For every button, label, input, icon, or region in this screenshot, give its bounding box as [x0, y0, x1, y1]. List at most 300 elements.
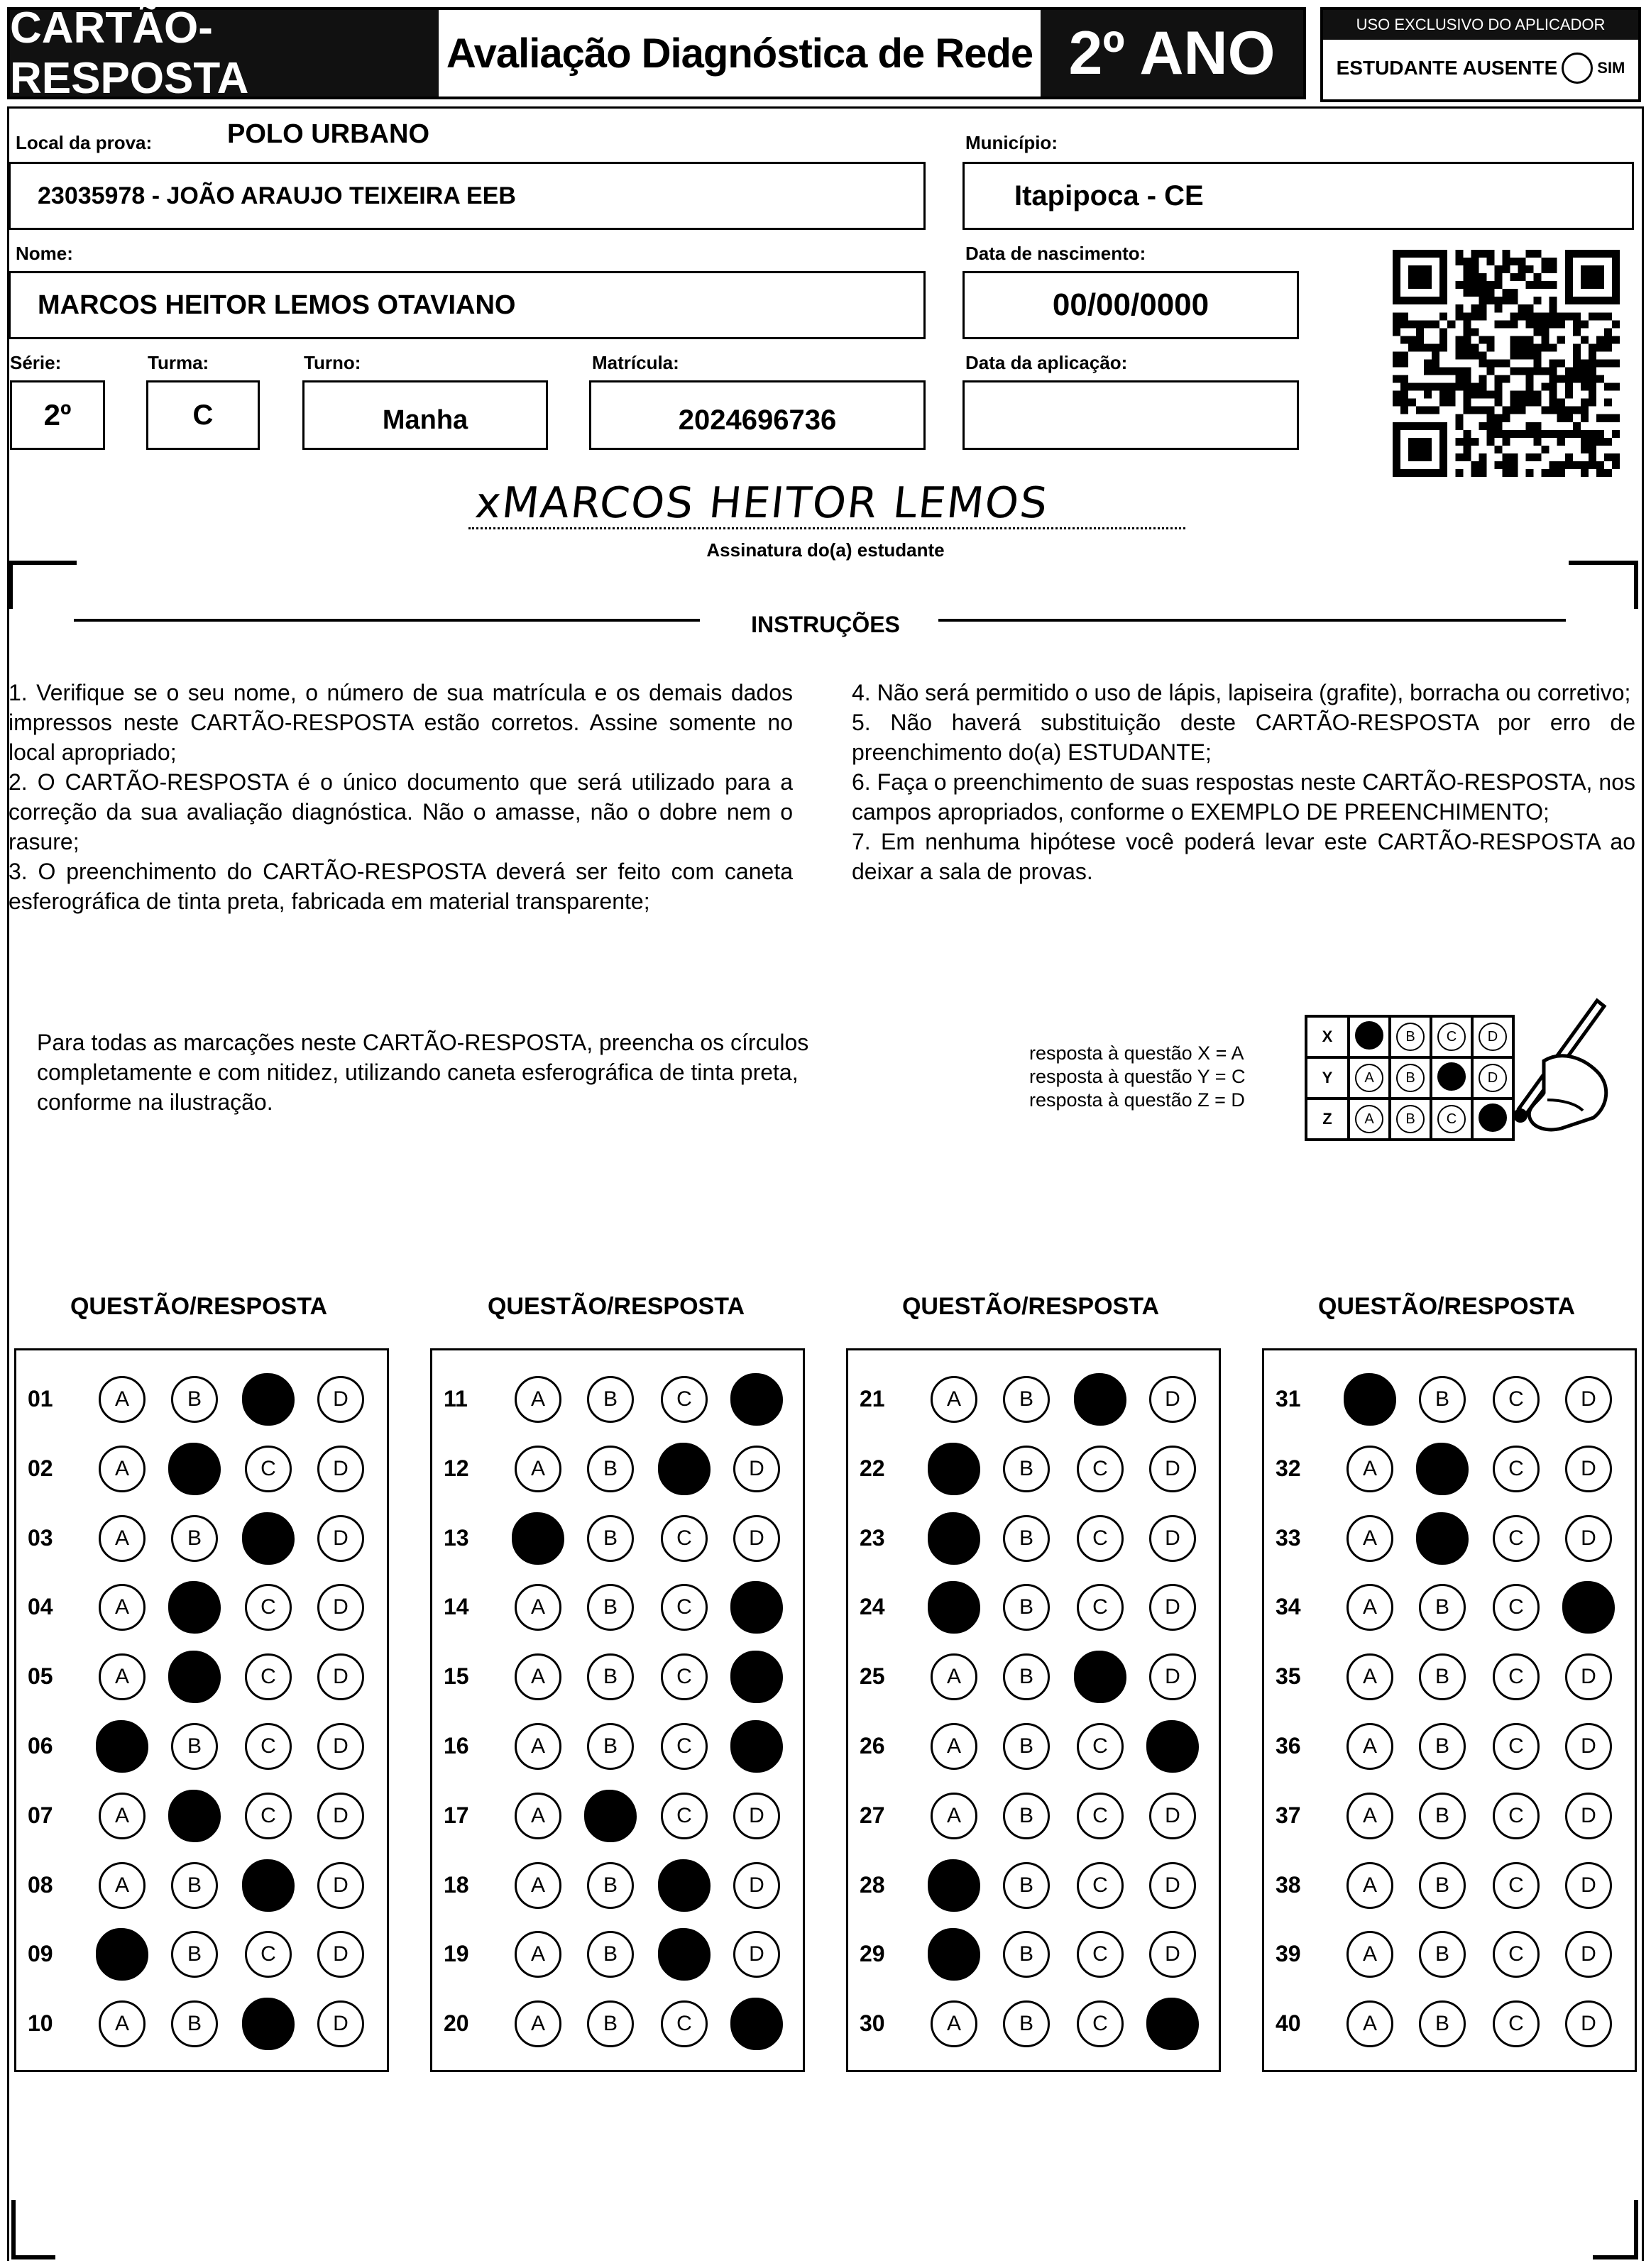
answer-bubble-c[interactable]: C	[1493, 1723, 1540, 1770]
question-row	[16, 1366, 387, 1436]
question-number: 33	[1276, 1524, 1301, 1551]
question-number: 27	[860, 1802, 885, 1828]
answer-bubble-a[interactable]: A	[515, 1862, 561, 1909]
turma-label: Turma:	[148, 352, 209, 373]
answer-bubble-a[interactable]	[928, 1581, 980, 1634]
turno-label: Turno:	[304, 352, 361, 373]
answer-bubble-b[interactable]: B	[587, 1376, 634, 1423]
question-number: 30	[860, 2010, 885, 2037]
answer-bubble-c[interactable]: C	[661, 1376, 708, 1423]
answer-bubble-a[interactable]: A	[931, 1723, 977, 1770]
question-row	[432, 1713, 803, 1783]
answer-bubble-b[interactable]	[168, 1790, 221, 1842]
applicator-title: USO EXCLUSIVO DO APLICADOR	[1323, 10, 1638, 40]
answer-bubble-a[interactable]: A	[931, 2000, 977, 2047]
answer-bubble-d[interactable]: D	[317, 1653, 364, 1700]
answer-bubble-a[interactable]	[1344, 1373, 1396, 1426]
answer-bubble-d[interactable]: D	[733, 1931, 780, 1978]
answer-bubble-b[interactable]: B	[587, 1862, 634, 1909]
answer-bubble-d[interactable]: D	[1565, 1653, 1612, 1700]
question-number: 40	[1276, 2010, 1301, 2037]
answer-bubble-a[interactable]: A	[99, 1584, 146, 1631]
answer-bubble-a[interactable]: A	[1346, 1515, 1393, 1562]
answer-bubble-a[interactable]: A	[99, 1653, 146, 1700]
answer-bubble-a[interactable]: A	[931, 1793, 977, 1839]
answer-column	[846, 1348, 1221, 2072]
answer-bubble-d[interactable]: D	[1565, 2000, 1612, 2047]
answer-bubble-c[interactable]: C	[661, 1723, 708, 1770]
answer-column	[1262, 1348, 1637, 2072]
example-bubble: A	[1355, 1105, 1383, 1133]
instruction-item: 3. O preenchimento do CARTÃO-RESPOSTA deverá ser feito com caneta esferográfica de tinta preta, fabricada em material transparente;	[9, 859, 793, 914]
answer-bubble-b[interactable]	[168, 1581, 221, 1634]
answer-bubble-b[interactable]: B	[587, 1446, 634, 1492]
answer-bubble-c[interactable]: C	[1493, 1584, 1540, 1631]
answer-bubble-d[interactable]: D	[733, 1446, 780, 1492]
answer-bubble-c[interactable]: C	[661, 1653, 708, 1700]
example-cell	[1390, 1057, 1431, 1099]
answer-bubble-b[interactable]: B	[587, 1584, 634, 1631]
answer-bubble-d[interactable]: D	[317, 1446, 364, 1492]
instructions-title: INSTRUÇÕES	[751, 612, 900, 637]
question-number: 39	[1276, 1941, 1301, 1967]
answer-bubble-d[interactable]: D	[1149, 1931, 1196, 1978]
question-row	[16, 1644, 387, 1713]
aplicacao-field	[962, 380, 1299, 450]
answer-bubble-d[interactable]: D	[317, 1793, 364, 1839]
serie-label: Série:	[10, 352, 62, 373]
example-bubble: C	[1437, 1023, 1466, 1051]
serie-field: 2º	[10, 380, 105, 450]
header-bar	[7, 4, 1306, 103]
answer-bubble-b[interactable]: B	[1003, 1446, 1050, 1492]
instructions-left	[9, 678, 793, 916]
answer-bubble-c[interactable]	[1074, 1651, 1126, 1703]
answer-bubble-a[interactable]: A	[1346, 1931, 1393, 1978]
question-row	[432, 1644, 803, 1713]
answer-bubble-a[interactable]: A	[99, 1862, 146, 1909]
nome-field: MARCOS HEITOR LEMOS OTAVIANO	[9, 271, 926, 339]
answer-bubble-c[interactable]	[242, 1373, 295, 1426]
answer-bubble-c[interactable]: C	[1077, 1723, 1124, 1770]
answer-bubble-d[interactable]: D	[317, 1862, 364, 1909]
example-question-label: Z	[1306, 1099, 1349, 1140]
question-number: 04	[28, 1594, 53, 1620]
answer-bubble-b[interactable]: B	[1419, 2000, 1466, 2047]
answer-bubble-b[interactable]: B	[1419, 1793, 1466, 1839]
question-number: 17	[444, 1802, 469, 1828]
answer-bubble-a[interactable]: A	[1346, 1653, 1393, 1700]
answer-bubble-a[interactable]	[928, 1928, 980, 1981]
question-number: 10	[28, 2010, 53, 2037]
question-row	[16, 1713, 387, 1783]
question-row	[848, 1574, 1219, 1644]
answer-bubble-a[interactable]: A	[515, 1584, 561, 1631]
question-number: 02	[28, 1455, 53, 1481]
question-row	[848, 1921, 1219, 1991]
answer-bubble-c[interactable]: C	[245, 1931, 292, 1978]
answer-bubble-a[interactable]: A	[1346, 1793, 1393, 1839]
answer-bubble-d[interactable]: D	[317, 2000, 364, 2047]
answer-bubble-a[interactable]: A	[99, 1515, 146, 1562]
municipio-label: Município:	[965, 132, 1058, 153]
question-number: 05	[28, 1663, 53, 1690]
answer-column	[430, 1348, 805, 2072]
question-row	[432, 1366, 803, 1436]
local-polo: POLO URBANO	[227, 119, 429, 149]
signature: xMARCOS HEITOR LEMOS	[473, 478, 1051, 528]
question-number: 26	[860, 1733, 885, 1758]
answer-bubble-b[interactable]: B	[1419, 1653, 1466, 1700]
question-row	[16, 1852, 387, 1922]
answer-bubble-d[interactable]: D	[733, 1793, 780, 1839]
example-cell	[1349, 1057, 1390, 1099]
answer-bubble-b[interactable]: B	[1003, 1862, 1050, 1909]
local-label: Local da prova:	[16, 132, 153, 153]
answer-bubble-d[interactable]: D	[1149, 1862, 1196, 1909]
question-row	[1264, 1852, 1635, 1922]
answer-bubble-c[interactable]: C	[245, 1446, 292, 1492]
question-row	[16, 1921, 387, 1991]
instruction-item: 5. Não haverá substituição deste CARTÃO-RESPOSTA por erro de preenchimento do(a) ESTUDANTE;	[852, 710, 1635, 765]
answer-bubble-b[interactable]: B	[1003, 1376, 1050, 1423]
answer-bubble-d[interactable]: D	[317, 1584, 364, 1631]
answer-bubble-b[interactable]: B	[587, 1723, 634, 1770]
answer-bubble-c[interactable]: C	[245, 1723, 292, 1770]
answer-bubble-c[interactable]: C	[245, 1584, 292, 1631]
answer-bubble-d[interactable]: D	[1565, 1931, 1612, 1978]
example-cell	[1431, 1057, 1472, 1099]
answer-bubble-d[interactable]	[730, 1651, 783, 1703]
card-title: CARTÃO-RESPOSTA	[10, 10, 439, 97]
example-cell	[1349, 1016, 1390, 1057]
municipio-field: Itapipoca - CE	[962, 162, 1634, 230]
answer-bubble-c[interactable]	[242, 1998, 295, 2050]
aplicacao-label: Data da aplicação:	[965, 352, 1128, 373]
answer-bubble-a[interactable]: A	[515, 1446, 561, 1492]
column-title: QUESTÃO/RESPOSTA	[1317, 1293, 1576, 1320]
answer-bubble-d[interactable]: D	[1149, 1793, 1196, 1839]
answer-bubble-d[interactable]: D	[317, 1723, 364, 1770]
answer-bubble-b[interactable]: B	[587, 2000, 634, 2047]
answer-bubble-b[interactable]: B	[1003, 1931, 1050, 1978]
question-row	[848, 1436, 1219, 1505]
answer-bubble-b[interactable]: B	[171, 1723, 218, 1770]
question-number: 14	[444, 1594, 469, 1620]
answer-bubble-b[interactable]: B	[1003, 1584, 1050, 1631]
question-row	[1264, 1436, 1635, 1505]
answer-bubble-d[interactable]: D	[1565, 1723, 1612, 1770]
question-number: 06	[28, 1733, 53, 1758]
answer-bubble-a[interactable]	[928, 1443, 980, 1495]
answer-bubble-d[interactable]: D	[317, 1515, 364, 1562]
example-cell	[1390, 1016, 1431, 1057]
question-row	[432, 1852, 803, 1922]
matricula-label: Matrícula:	[592, 352, 679, 373]
example-bubble: A	[1355, 1064, 1383, 1092]
instruction-item: 6. Faça o preenchimento de suas respostas neste CARTÃO-RESPOSTA, nos campos apropriados, conforme o EXEMPLO DE PREENCHIMENTO;	[852, 769, 1635, 825]
answer-bubble-c[interactable]: C	[1493, 1446, 1540, 1492]
absent-option: SIM	[1597, 59, 1625, 77]
column-title: QUESTÃO/RESPOSTA	[487, 1293, 745, 1320]
answer-bubble-a[interactable]	[96, 1720, 148, 1773]
answer-bubble-a[interactable]: A	[99, 1376, 146, 1423]
question-number: 09	[28, 1941, 53, 1967]
example-bubble: B	[1396, 1023, 1425, 1051]
answer-bubble-d[interactable]: D	[1149, 1376, 1196, 1423]
corner-mark-top-left	[9, 561, 77, 609]
absent-label: ESTUDANTE AUSENTE	[1336, 57, 1558, 79]
answer-bubble-b[interactable]: B	[1003, 1723, 1050, 1770]
answer-bubble-b[interactable]: B	[1419, 1376, 1466, 1423]
nome-label: Nome:	[16, 243, 73, 264]
question-row	[1264, 1366, 1635, 1436]
answer-bubble-d[interactable]	[730, 1720, 783, 1773]
answer-bubble-a[interactable]	[96, 1928, 148, 1981]
answer-bubble-a[interactable]: A	[1346, 1723, 1393, 1770]
answer-bubble-b[interactable]: B	[1419, 1584, 1466, 1631]
answer-bubble-a[interactable]: A	[99, 2000, 146, 2047]
answer-bubble-b[interactable]: B	[1003, 1793, 1050, 1839]
answer-bubble-a[interactable]: A	[1346, 1862, 1393, 1909]
absent-checkbox[interactable]	[1562, 53, 1593, 84]
answer-column	[14, 1348, 389, 2072]
answer-bubble-b[interactable]	[168, 1651, 221, 1703]
answer-bubble-b[interactable]	[168, 1443, 221, 1495]
answer-bubble-d[interactable]	[1562, 1581, 1615, 1634]
signature-area	[468, 478, 1192, 532]
answer-bubble-b[interactable]: B	[1419, 1862, 1466, 1909]
question-number: 08	[28, 1871, 53, 1898]
question-number: 01	[28, 1386, 53, 1411]
answer-bubble-b[interactable]: B	[1003, 1653, 1050, 1700]
answer-bubble-a[interactable]: A	[1346, 2000, 1393, 2047]
answer-bubble-a[interactable]: A	[1346, 1584, 1393, 1631]
answer-bubble-a[interactable]	[928, 1859, 980, 1912]
answer-bubble-c[interactable]: C	[661, 2000, 708, 2047]
answer-bubble-c[interactable]: C	[1077, 1793, 1124, 1839]
answer-bubble-c[interactable]: C	[245, 1653, 292, 1700]
instructions-right	[852, 678, 1635, 886]
answer-bubble-a[interactable]: A	[515, 1931, 561, 1978]
answer-bubble-d[interactable]: D	[1565, 1376, 1612, 1423]
example-question-label: X	[1306, 1016, 1349, 1057]
answer-bubble-c[interactable]: C	[1077, 2000, 1124, 2047]
question-number: 29	[860, 1941, 885, 1967]
answer-bubble-a[interactable]: A	[515, 1653, 561, 1700]
question-row	[1264, 1644, 1635, 1713]
question-row	[848, 1505, 1219, 1575]
instruction-item: 1. Verifique se o seu nome, o número de sua matrícula e os demais dados impressos neste CARTÃO-RESPOSTA estão corretos. Assine somente no local apropriado;	[9, 680, 793, 765]
answer-bubble-c[interactable]	[242, 1512, 295, 1565]
corner-mark-top-right	[1569, 561, 1638, 609]
answer-bubble-b[interactable]: B	[171, 1376, 218, 1423]
example-legend	[1029, 1042, 1299, 1112]
answer-bubble-c[interactable]: C	[1493, 1931, 1540, 1978]
answer-bubble-b[interactable]: B	[171, 1515, 218, 1562]
answer-bubble-a[interactable]	[928, 1512, 980, 1565]
question-number: 23	[860, 1524, 885, 1551]
answer-bubble-d[interactable]	[1146, 1998, 1199, 2050]
corner-mark-bottom-right	[1593, 2200, 1638, 2259]
question-number: 25	[860, 1663, 885, 1690]
fill-instructions: Para todas as marcações neste CARTÃO-RESPOSTA, preencha os círculos completamente e com nitidez, utilizando caneta esferográfica de tinta preta, conforme na ilustração.	[37, 1030, 809, 1115]
answer-bubble-c[interactable]: C	[1493, 1515, 1540, 1562]
answer-bubble-d[interactable]: D	[1565, 1515, 1612, 1562]
answer-bubble-a[interactable]: A	[99, 1793, 146, 1839]
example-bubble: D	[1479, 1023, 1507, 1051]
example-cell	[1431, 1099, 1472, 1140]
answer-bubble-a[interactable]: A	[931, 1653, 977, 1700]
answer-bubble-c[interactable]	[658, 1859, 711, 1912]
answer-bubble-b[interactable]: B	[171, 1862, 218, 1909]
question-number: 07	[28, 1802, 53, 1828]
answer-bubble-b[interactable]: B	[1003, 2000, 1050, 2047]
question-number: 16	[444, 1733, 469, 1758]
answer-bubble-d[interactable]: D	[1149, 1446, 1196, 1492]
answer-bubble-b[interactable]	[584, 1790, 637, 1842]
question-row	[432, 1921, 803, 1991]
answer-bubble-b[interactable]: B	[1419, 1931, 1466, 1978]
example-bubble: D	[1479, 1064, 1507, 1092]
answer-bubble-a[interactable]: A	[515, 1376, 561, 1423]
answer-bubble-a[interactable]: A	[99, 1446, 146, 1492]
nascimento-field: 00/00/0000	[962, 271, 1299, 339]
question-number: 03	[28, 1524, 53, 1551]
question-number: 38	[1276, 1871, 1301, 1898]
turma-field: C	[146, 380, 260, 450]
answer-bubble-c[interactable]: C	[1493, 1793, 1540, 1839]
answer-bubble-a[interactable]: A	[515, 1723, 561, 1770]
question-row	[848, 1991, 1219, 2060]
question-row	[848, 1852, 1219, 1922]
question-row	[1264, 1574, 1635, 1644]
question-number: 32	[1276, 1455, 1301, 1481]
answer-bubble-c[interactable]: C	[661, 1793, 708, 1839]
instruction-item: 7. Em nenhuma hipótese você poderá levar este CARTÃO-RESPOSTA ao deixar a sala de provas.	[852, 829, 1635, 884]
answer-bubble-d[interactable]: D	[1149, 1653, 1196, 1700]
answer-bubble-d[interactable]: D	[317, 1931, 364, 1978]
column-title: QUESTÃO/RESPOSTA	[901, 1293, 1160, 1320]
answer-bubble-b[interactable]: B	[587, 1515, 634, 1562]
matricula-field: 2024696736	[589, 380, 926, 450]
answer-bubble-c[interactable]: C	[1493, 2000, 1540, 2047]
question-row	[432, 1505, 803, 1575]
question-row	[848, 1366, 1219, 1436]
question-number: 22	[860, 1455, 885, 1481]
answer-bubble-c[interactable]: C	[1077, 1515, 1124, 1562]
answer-bubble-d[interactable]: D	[1565, 1793, 1612, 1839]
question-row	[16, 1436, 387, 1505]
grade-badge: 2º ANO	[1041, 10, 1303, 97]
answer-bubble-c[interactable]: C	[661, 1515, 708, 1562]
question-number: 19	[444, 1941, 469, 1967]
question-number: 37	[1276, 1802, 1301, 1828]
question-row	[16, 1574, 387, 1644]
question-row	[432, 1991, 803, 2060]
answer-bubble-c[interactable]: C	[1493, 1653, 1540, 1700]
answer-bubble-c[interactable]	[658, 1928, 711, 1981]
answer-bubble-d[interactable]: D	[1149, 1584, 1196, 1631]
answer-bubble-a[interactable]	[512, 1512, 564, 1565]
corner-mark-bottom-left	[11, 2200, 55, 2259]
question-number: 24	[860, 1594, 885, 1620]
answer-bubble-c[interactable]	[242, 1859, 295, 1912]
example-cell	[1431, 1016, 1472, 1057]
example-cell	[1390, 1099, 1431, 1140]
answer-bubble-d[interactable]: D	[1565, 1862, 1612, 1909]
answer-bubble-c[interactable]: C	[661, 1584, 708, 1631]
answer-bubble-c[interactable]: C	[1077, 1862, 1124, 1909]
answer-bubble-c[interactable]	[658, 1443, 711, 1495]
question-number: 13	[444, 1524, 469, 1551]
answer-bubble-d[interactable]	[1146, 1720, 1199, 1773]
question-number: 15	[444, 1663, 469, 1690]
example-line: resposta à questão Z = D	[1029, 1089, 1245, 1111]
question-row	[432, 1574, 803, 1644]
answer-bubble-c[interactable]: C	[1077, 1446, 1124, 1492]
answer-bubble-b[interactable]: B	[587, 1653, 634, 1700]
answer-bubble-d[interactable]: D	[317, 1376, 364, 1423]
question-number: 11	[444, 1386, 468, 1411]
qr-code-icon	[1393, 250, 1620, 477]
question-row	[16, 1991, 387, 2060]
answer-bubble-d[interactable]: D	[1149, 1515, 1196, 1562]
answer-bubble-b[interactable]: B	[587, 1931, 634, 1978]
answer-bubble-b[interactable]: B	[1419, 1723, 1466, 1770]
question-row	[1264, 1921, 1635, 1991]
answer-bubble-b[interactable]	[1416, 1443, 1469, 1495]
question-number: 21	[860, 1386, 885, 1411]
answer-bubble-a[interactable]: A	[1346, 1446, 1393, 1492]
answer-bubble-d[interactable]	[730, 1998, 783, 2050]
answer-bubble-b[interactable]	[1416, 1512, 1469, 1565]
example-line: resposta à questão Y = C	[1029, 1066, 1246, 1087]
example-bubble: B	[1396, 1105, 1425, 1133]
answer-bubble-d[interactable]: D	[733, 1862, 780, 1909]
nascimento-label: Data de nascimento:	[965, 243, 1146, 264]
question-row	[16, 1505, 387, 1575]
answer-bubble-d[interactable]: D	[733, 1515, 780, 1562]
question-row	[432, 1783, 803, 1852]
answer-bubble-c[interactable]: C	[245, 1793, 292, 1839]
answer-bubble-d[interactable]	[730, 1373, 783, 1426]
turno-field: Manha	[302, 380, 548, 450]
answer-bubble-b[interactable]: B	[171, 2000, 218, 2047]
hand-pen-icon	[1476, 993, 1618, 1150]
answer-bubble-d[interactable]: D	[1565, 1446, 1612, 1492]
answer-bubble-c[interactable]: C	[1077, 1931, 1124, 1978]
question-number: 34	[1276, 1594, 1301, 1620]
answer-bubble-a[interactable]: A	[515, 2000, 561, 2047]
question-number: 18	[444, 1871, 469, 1898]
answer-bubble-c[interactable]: C	[1493, 1862, 1540, 1909]
answer-bubble-b[interactable]: B	[1003, 1515, 1050, 1562]
question-row	[1264, 1505, 1635, 1575]
answer-bubble-d[interactable]	[730, 1581, 783, 1634]
answer-bubble-a[interactable]: A	[515, 1793, 561, 1839]
applicator-box	[1320, 7, 1641, 102]
answer-bubble-c[interactable]: C	[1077, 1584, 1124, 1631]
answer-bubble-b[interactable]: B	[171, 1931, 218, 1978]
answer-bubble-a[interactable]: A	[931, 1376, 977, 1423]
question-row	[848, 1783, 1219, 1852]
example-cell	[1349, 1099, 1390, 1140]
answer-bubble-c[interactable]	[1074, 1373, 1126, 1426]
example-bubble	[1355, 1021, 1383, 1050]
answer-bubble-c[interactable]: C	[1493, 1376, 1540, 1423]
exam-title: Avaliação Diagnóstica de Rede	[446, 30, 1033, 77]
